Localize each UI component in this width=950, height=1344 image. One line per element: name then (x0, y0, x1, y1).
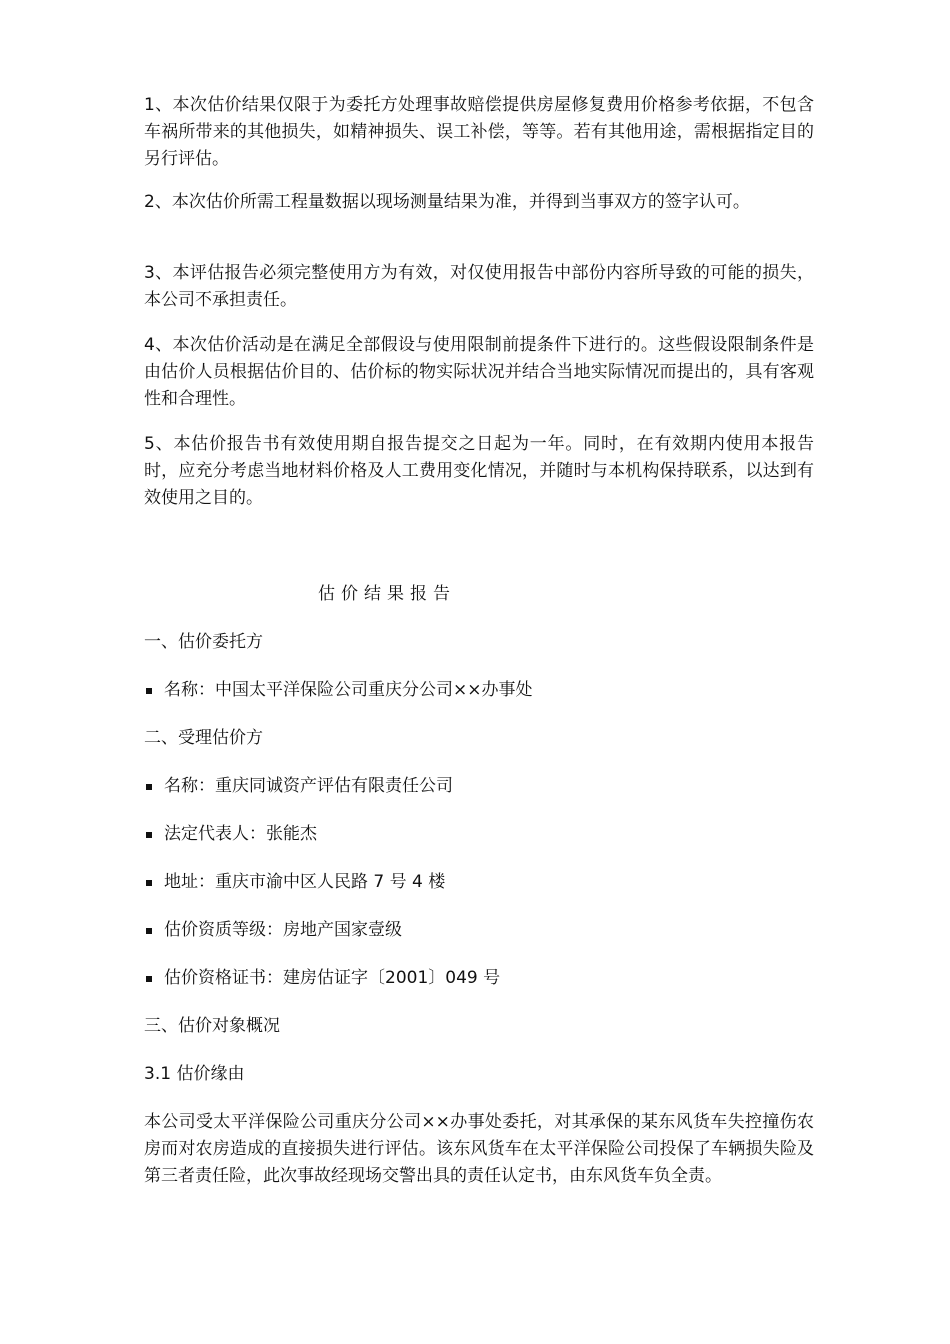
list-item (144, 965, 814, 992)
list-item (144, 677, 814, 704)
bullet-icon (146, 832, 152, 838)
report-title: 估价结果报告 (318, 584, 456, 604)
bullet-icon (146, 880, 152, 886)
section-2-heading: 二、受理估价方 (144, 728, 263, 748)
list-item (144, 821, 814, 848)
list-item (144, 917, 814, 944)
list-item-text: 法定代表人：张能杰 (164, 824, 317, 844)
section-3-1-subheading: 3.1 估价缘由 (144, 1064, 245, 1084)
note-1: 1、本次估价结果仅限于为委托方处理事故赔偿提供房屋修复费用价格参考依据，不包含车祸所带来的其他损失，如精神损失、误工补偿，等等。若有其他用途，需根据指定目的另行评估。 (144, 95, 814, 169)
note-4: 4、本次估价活动是在满足全部假设与使用限制前提条件下进行的。这些假设限制条件是由估价人员根据估价目的、估价标的物实际状况并结合当地实际情况而提出的，具有客观性和合理性。 (144, 335, 814, 409)
note-2: 2、本次估价所需工程量数据以现场测量结果为准，并得到当事双方的签字认可。 (144, 192, 750, 212)
list-item (144, 869, 814, 896)
list-item-text: 估价资格证书：建房估证字〔2001〕049 号 (164, 968, 501, 988)
section-1-heading: 一、估价委托方 (144, 632, 263, 652)
list-item-text: 名称：中国太平洋保险公司重庆分公司××办事处 (164, 680, 533, 700)
section-3-1-body: 本公司受太平洋保险公司重庆分公司××办事处委托，对其承保的某东风货车失控撞伤农房而对农房造成的直接损失进行评估。该东风货车在太平洋保险公司投保了车辆损失险及第三者责任险，此次事故经现场交警出具的责任认定书，由东风货车负全责。 (144, 1112, 814, 1186)
list-item-text: 地址：重庆市渝中区人民路 7 号 4 楼 (164, 872, 446, 892)
list-item (144, 773, 814, 800)
bullet-icon (146, 976, 152, 982)
note-5: 5、本估价报告书有效使用期自报告提交之日起为一年。同时，在有效期内使用本报告时，应充分考虑当地材料价格及人工费用变化情况，并随时与本机构保持联系，以达到有效使用之目的。 (144, 434, 814, 508)
bullet-icon (146, 688, 152, 694)
document-page (144, 92, 814, 1190)
note-3: 3、本评估报告必须完整使用方为有效，对仅使用报告中部份内容所导致的可能的损失，本公司不承担责任。 (144, 263, 814, 310)
bullet-icon (146, 784, 152, 790)
bullet-icon (146, 928, 152, 934)
list-item-text: 估价资质等级：房地产国家壹级 (164, 920, 402, 940)
list-item-text: 名称：重庆同诚资产评估有限责任公司 (164, 776, 453, 796)
section-3-heading: 三、估价对象概况 (144, 1016, 280, 1036)
